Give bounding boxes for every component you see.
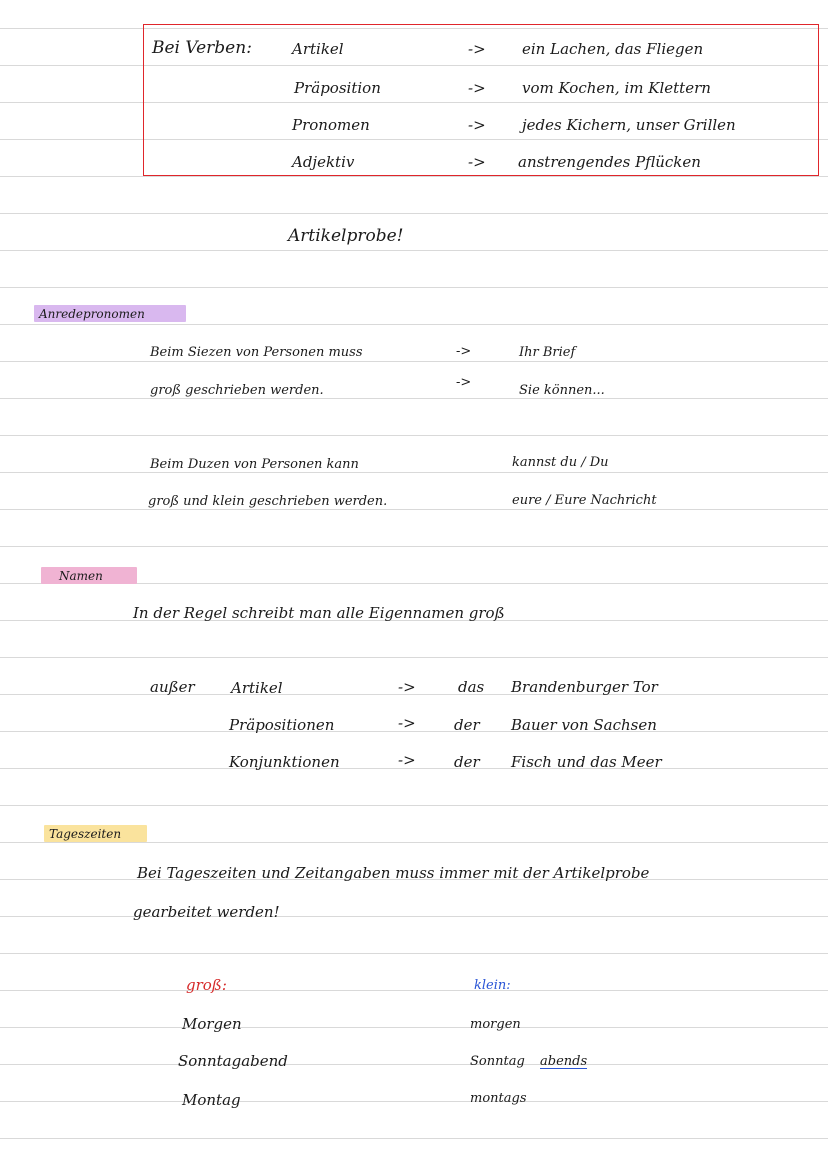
names-article-3: der	[454, 753, 480, 771]
times-rule-line1: Bei Tageszeiten und Zeitangaben muss immer mit der Artikelprobe	[137, 864, 650, 882]
address-example-2: Sie können...	[519, 383, 605, 398]
names-heading: Namen	[59, 569, 103, 583]
times-big-item-1: Morgen	[182, 1015, 242, 1033]
verbs-arrow-3: ->	[468, 116, 486, 134]
names-arrow-1: ->	[398, 678, 416, 696]
names-article-2: der	[454, 716, 480, 734]
names-label-3: Konjunktionen	[229, 753, 340, 771]
names-label-1: Artikel	[231, 679, 283, 697]
verbs-lead: Bei Verben:	[152, 38, 252, 58]
verbs-label-3: Pronomen	[292, 116, 370, 134]
names-rule: In der Regel schreibt man alle Eigennamen groß	[133, 604, 505, 622]
address-example-3: kannst du / Du	[512, 455, 609, 470]
times-big-item-3: Montag	[182, 1091, 241, 1109]
address-example-4: eure / Eure Nachricht	[512, 493, 657, 508]
address-example-1: Ihr Brief	[519, 345, 576, 360]
times-heading: Tageszeiten	[49, 827, 122, 841]
verbs-test: Artikelprobe!	[288, 226, 404, 246]
times-small-item-1: morgen	[470, 1017, 521, 1032]
address-arrow-1: ->	[456, 344, 472, 359]
address-heading: Anredepronomen	[39, 307, 145, 321]
verbs-label-4: Adjektiv	[292, 153, 355, 171]
verbs-arrow-4: ->	[468, 153, 486, 171]
verbs-example-3: jedes Kichern, unser Grillen	[522, 116, 736, 134]
times-big-item-2: Sonntagabend	[178, 1052, 288, 1070]
address-arrow-2: ->	[456, 375, 472, 390]
names-article-1: das	[458, 678, 485, 696]
times-heading-highlight	[44, 825, 147, 842]
verbs-example-2: vom Kochen, im Klettern	[522, 79, 711, 97]
verbs-label-2: Präposition	[294, 79, 381, 97]
verbs-arrow-2: ->	[468, 79, 486, 97]
address-duzen-line1: Beim Duzen von Personen kann	[150, 457, 359, 472]
address-duzen-line2: groß und klein geschrieben werden.	[148, 494, 388, 509]
verbs-label-1: Artikel	[292, 40, 344, 58]
names-heading-highlight	[41, 567, 137, 584]
names-arrow-2: ->	[398, 714, 416, 732]
times-small-item-3: montags	[470, 1091, 527, 1106]
verbs-example-4: anstrengendes Pflücken	[518, 153, 701, 171]
times-rule-line2: gearbeitet werden!	[133, 903, 280, 921]
times-small-item-2: Sonntag	[470, 1054, 525, 1069]
names-example-1: Brandenburger Tor	[511, 678, 658, 696]
names-example-2: Bauer von Sachsen	[511, 716, 657, 734]
times-small-suffix: abends	[540, 1054, 588, 1069]
verbs-arrow-1: ->	[468, 40, 486, 58]
names-except: außer	[150, 678, 195, 696]
names-example-3: Fisch und das Meer	[511, 753, 662, 771]
times-big-label: groß:	[186, 976, 227, 994]
names-label-2: Präpositionen	[229, 716, 335, 734]
verbs-example-1: ein Lachen, das Fliegen	[522, 40, 704, 58]
times-small-label: klein:	[474, 978, 511, 993]
names-arrow-3: ->	[398, 751, 416, 769]
address-siezen-line1: Beim Siezen von Personen muss	[150, 345, 363, 360]
address-heading-highlight	[34, 305, 186, 322]
address-siezen-line2: groß geschrieben werden.	[150, 383, 324, 398]
